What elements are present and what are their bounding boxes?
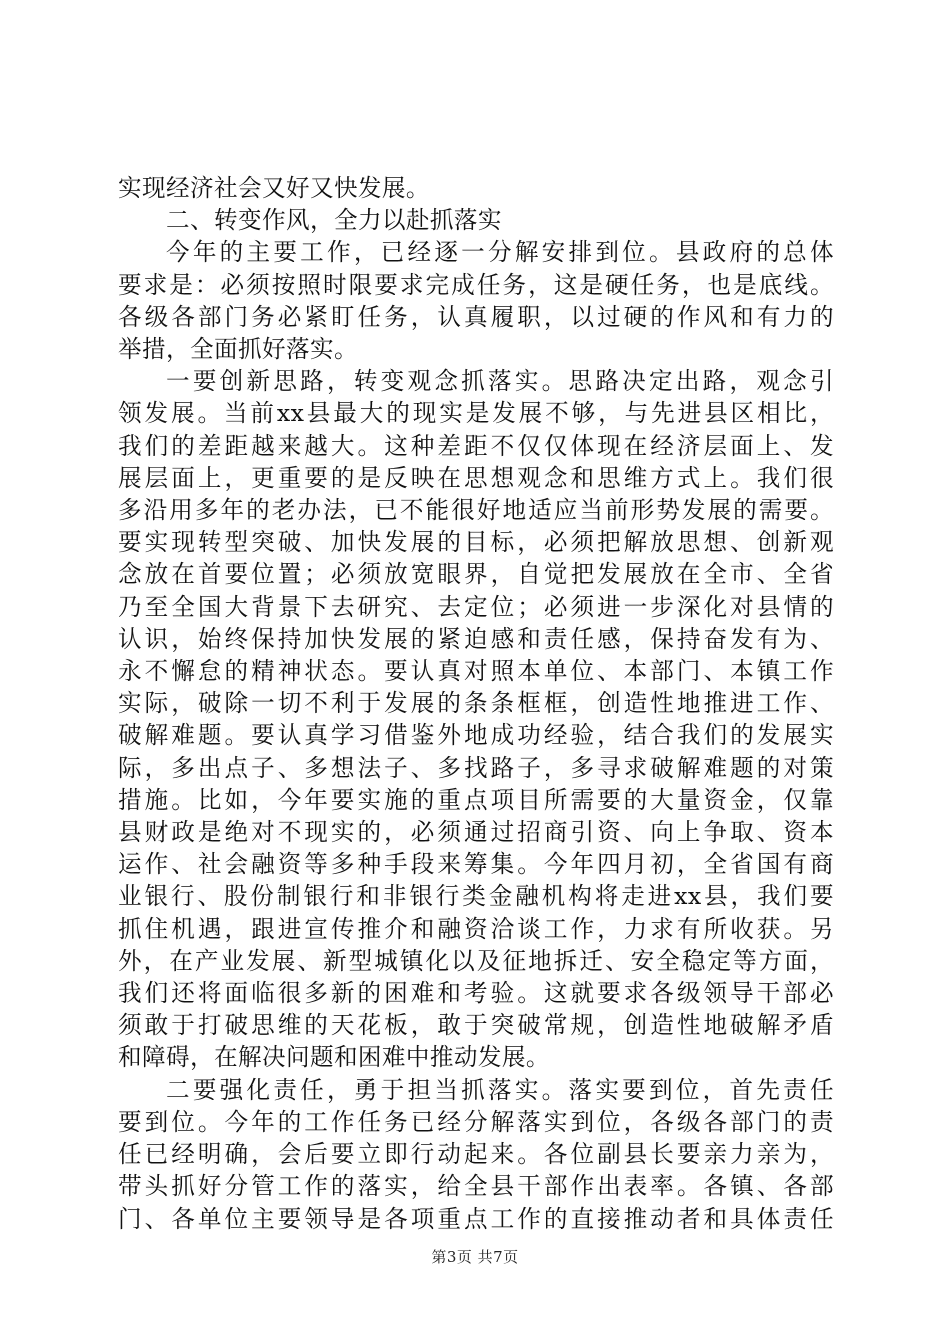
text-line: 念放在首要位置；必须放宽眼界，自觉把发展放在全市、全省 bbox=[118, 560, 834, 589]
text-line: 要实现转型突破、加快发展的目标，必须把解放思想、创新观 bbox=[118, 528, 834, 557]
text-line: 乃至全国大背景下去研究、去定位；必须进一步深化对县情的 bbox=[118, 592, 834, 621]
text-line: 外，在产业发展、新型城镇化以及征地拆迁、安全稳定等方面， bbox=[118, 946, 834, 975]
text-line: 一要创新思路，转变观念抓落实。思路决定出路，观念引 bbox=[166, 367, 834, 396]
text-line: 抓住机遇，跟进宣传推介和融资洽谈工作，力求有所收获。另 bbox=[118, 914, 834, 943]
text-line: 二要强化责任，勇于担当抓落实。落实要到位，首先责任 bbox=[166, 1075, 834, 1104]
text-line: 领发展。当前xx县最大的现实是发展不够，与先进县区相比， bbox=[118, 399, 834, 428]
text-line: 际，多出点子、多想法子、多找路子，多寻求破解难题的对策 bbox=[118, 753, 834, 782]
text-line: 二、转变作风，全力以赴抓落实 bbox=[166, 206, 502, 235]
text-line: 带头抓好分管工作的落实，给全县干部作出表率。各镇、各部 bbox=[118, 1172, 834, 1201]
text-line: 破解难题。要认真学习借鉴外地成功经验，结合我们的发展实 bbox=[118, 721, 834, 750]
text-line: 多沿用多年的老办法，已不能很好地适应当前形势发展的需要。 bbox=[118, 496, 834, 525]
text-line: 认识，始终保持加快发展的紧迫感和责任感，保持奋发有为、 bbox=[118, 624, 834, 653]
text-line: 措施。比如，今年要实施的重点项目所需要的大量资金，仅靠 bbox=[118, 785, 834, 814]
text-line: 举措，全面抓好落实。 bbox=[118, 335, 358, 364]
text-line: 门、各单位主要领导是各项重点工作的直接推动者和具体责任 bbox=[118, 1204, 834, 1233]
text-line: 我们还将面临很多新的困难和考验。这就要求各级领导干部必 bbox=[118, 979, 834, 1008]
text-line: 各级各部门务必紧盯任务，认真履职，以过硬的作风和有力的 bbox=[118, 302, 834, 331]
page-footer: 第3页 共7页 bbox=[431, 1248, 519, 1266]
text-line: 和障碍，在解决问题和困难中推动发展。 bbox=[118, 1043, 550, 1072]
text-line: 我们的差距越来越大。这种差距不仅仅体现在经济层面上、发 bbox=[118, 431, 834, 460]
text-line: 县财政是绝对不现实的，必须通过招商引资、向上争取、资本 bbox=[118, 818, 834, 847]
text-line: 永不懈怠的精神状态。要认真对照本单位、本部门、本镇工作 bbox=[118, 657, 834, 686]
document-body bbox=[118, 172, 834, 1235]
text-line: 要求是：必须按照时限要求完成任务，这是硬任务，也是底线。 bbox=[118, 270, 834, 299]
text-line: 实现经济社会又好又快发展。 bbox=[118, 174, 430, 202]
text-line: 展层面上，更重要的是反映在思想观念和思维方式上。我们很 bbox=[118, 463, 834, 492]
text-line: 须敢于打破思维的天花板，敢于突破常规，创造性地破解矛盾 bbox=[118, 1011, 834, 1040]
text-line: 任已经明确，会后要立即行动起来。各位副县长要亲力亲为， bbox=[118, 1140, 834, 1169]
text-line: 要到位。今年的工作任务已经分解落实到位，各级各部门的责 bbox=[118, 1107, 834, 1136]
text-line: 实际，破除一切不利于发展的条条框框，创造性地推进工作、 bbox=[118, 689, 834, 718]
text-line: 今年的主要工作，已经逐一分解安排到位。县政府的总体 bbox=[166, 238, 834, 267]
text-line: 业银行、股份制银行和非银行类金融机构将走进xx县，我们要 bbox=[118, 882, 834, 911]
text-line: 运作、社会融资等多种手段来筹集。今年四月初，全省国有商 bbox=[118, 850, 834, 879]
